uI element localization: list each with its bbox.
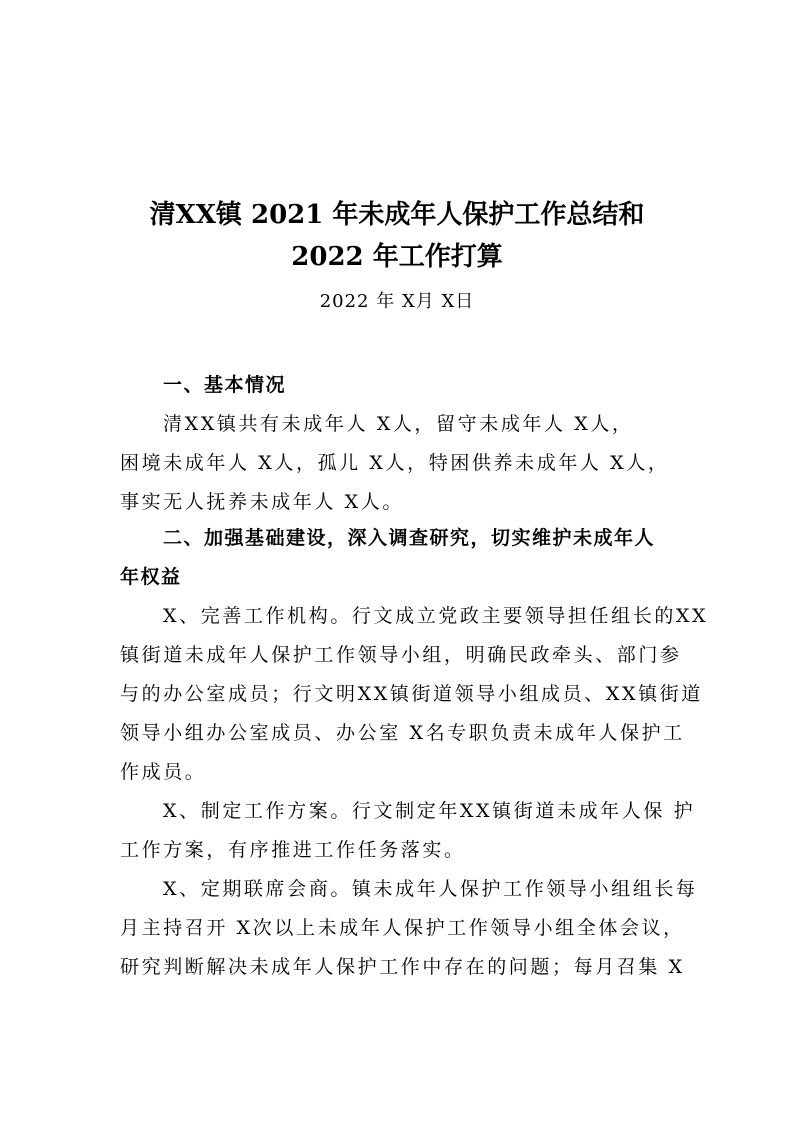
document-title-line-1: 清XX镇 2021 年未成年人保护工作总结和 [149, 200, 645, 230]
section-1-heading: 一、基本情况 [163, 374, 287, 396]
section-2-heading-line-1: 二、加强基础建设，深入调查研究，切实维护未成年人 [163, 527, 656, 549]
para-2-line-1: X、制定工作方案。行文制定年XX镇街道未成年人保 护 [163, 800, 696, 822]
section-1-line-2: 困境未成年人 X人，孤儿 X人，特困供养未成年人 X人， [120, 452, 670, 474]
para-3-line-2: 月主持召开 X次以上未成年人保护工作领导小组全体会议， [120, 917, 685, 939]
document-date: 2022 年 X月 X日 [319, 291, 475, 312]
section-1-line-1: 清XX镇共有未成年人 X人，留守未成年人 X人， [163, 413, 634, 435]
para-1-line-4: 领导小组办公室成员、办公室 X名专职负责未成年人保护工 [120, 722, 685, 744]
para-3-line-3: 研究判断解决未成年人保护工作中存在的问题；每月召集 X [120, 956, 685, 978]
para-1-line-5: 作成员。 [120, 761, 207, 783]
para-1-line-3: 与的办公室成员；行文明XX镇街道领导小组成员、XX镇街道 [120, 683, 703, 705]
para-1-line-1: X、完善工作机构。行文成立党政主要领导担任组长的XX [163, 605, 709, 627]
para-1-line-2: 镇街道未成年人保护工作领导小组，明确民政牵头、部门参 [120, 644, 682, 666]
document-title-line-2: 2022 年工作打算 [291, 242, 503, 272]
para-3-line-1: X、定期联席会商。镇未成年人保护工作领导小组组长每 [163, 878, 698, 900]
section-1-line-3: 事实无人抚养未成年人 X人。 [120, 491, 404, 513]
section-2-heading-line-2: 年权益 [120, 566, 182, 588]
para-2-line-2: 工作方案，有序推进工作任务落实。 [120, 839, 466, 861]
